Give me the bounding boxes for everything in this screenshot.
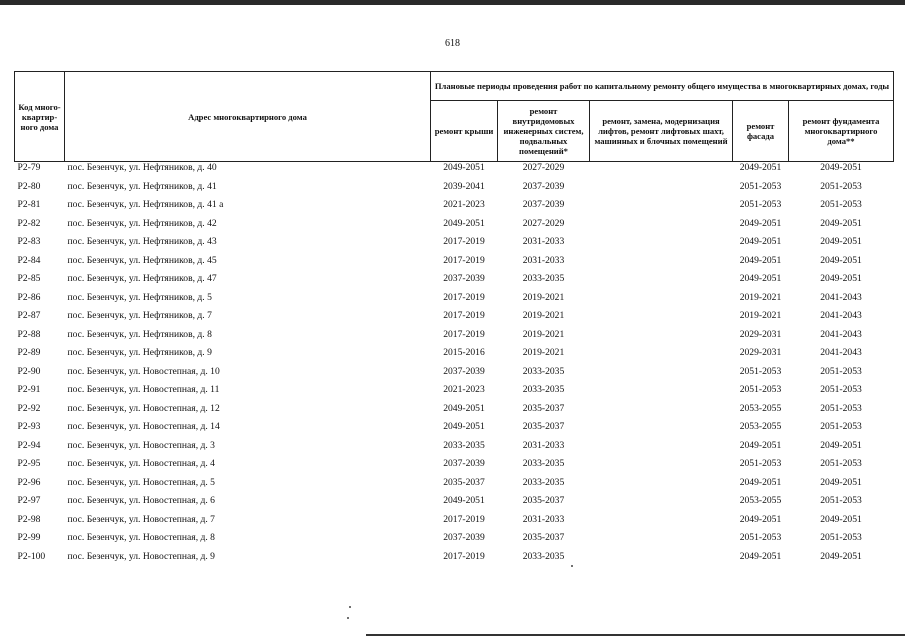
header-facade: ремонт фасада [733, 101, 789, 162]
cell-address: пос. Безенчук, ул. Нефтяников, д. 41 [67, 180, 217, 192]
table-row [15, 495, 894, 514]
cell-foundation: 2051-2053 [820, 365, 862, 377]
cell-systems: 2027-2029 [522, 217, 565, 229]
cell-roof: 2049-2051 [443, 402, 485, 414]
cell-systems: 2033-2035 [522, 458, 565, 469]
cell-systems: 2031-2033 [522, 513, 565, 525]
cell-code: Р2-93 [17, 421, 41, 432]
cell-facade: 2051-2053 [739, 532, 782, 543]
cell-systems: 2033-2035 [522, 384, 565, 395]
cell-roof: 2017-2019 [443, 310, 485, 321]
cell-systems: 2031-2033 [522, 439, 565, 451]
cell-address: пос. Безенчук, ул. Нефтяников, д. 7 [67, 310, 212, 321]
cell-address: пос. Безенчук, ул. Нефтяников, д. 45 [67, 254, 217, 266]
cell-facade: 2049-2051 [739, 550, 782, 562]
cell-foundation: 2041-2043 [820, 291, 862, 303]
cell-elevators [590, 329, 733, 348]
cell-facade: 2019-2021 [739, 310, 782, 321]
table-body [15, 162, 894, 570]
header-roof: ремонт крыши [431, 101, 498, 162]
header-elevators: ремонт, замена, модернизация лифтов, ремонт лифтовых шахт, машинных и блочных помещений [590, 101, 733, 162]
cell-facade: 2049-2051 [739, 254, 782, 266]
cell-facade: 2029-2031 [739, 328, 782, 340]
cell-code: Р2-92 [17, 402, 41, 414]
cell-address: пос. Безенчук, ул. Новостепная, д. 11 [67, 384, 220, 395]
cell-elevators [590, 181, 733, 200]
page-number: 618 [445, 38, 460, 49]
table-row [15, 162, 894, 181]
header-systems: ремонт внутридомовых инженерных систем, подвальных помещений* [498, 101, 590, 162]
cell-address: пос. Безенчук, ул. Новостепная, д. 14 [67, 421, 220, 432]
cell-elevators [590, 273, 733, 292]
cell-foundation: 2049-2051 [820, 273, 862, 284]
cell-facade: 2049-2051 [739, 217, 782, 229]
scan-top-edge [0, 0, 905, 5]
cell-foundation: 2041-2043 [820, 328, 862, 340]
cell-address: пос. Безенчук, ул. Новостепная, д. 9 [67, 550, 215, 562]
cell-roof: 2039-2041 [443, 180, 485, 192]
table-row [15, 421, 894, 440]
cell-foundation: 2051-2053 [820, 384, 862, 395]
cell-elevators [590, 477, 733, 496]
cell-foundation: 2051-2053 [820, 458, 862, 469]
cell-systems: 2035-2037 [522, 532, 565, 543]
cell-code: Р2-94 [17, 439, 41, 451]
cell-facade: 2051-2053 [739, 199, 782, 210]
cell-code: Р2-90 [17, 365, 41, 377]
table-row [15, 181, 894, 200]
cell-foundation: 2049-2051 [820, 236, 862, 247]
table-row [15, 384, 894, 403]
cell-elevators [590, 440, 733, 459]
cell-foundation: 2049-2051 [820, 439, 862, 451]
cell-roof: 2037-2039 [443, 365, 485, 377]
cell-foundation: 2041-2043 [820, 310, 862, 321]
repair-schedule-table [14, 71, 894, 569]
cell-roof: 2017-2019 [443, 550, 485, 562]
cell-foundation: 2051-2053 [820, 495, 862, 506]
cell-address: пос. Безенчук, ул. Нефтяников, д. 42 [67, 217, 217, 229]
cell-code: Р2-98 [17, 513, 41, 525]
cell-code: Р2-79 [17, 162, 41, 173]
scan-bottom-edge [366, 634, 905, 636]
cell-facade: 2049-2051 [739, 236, 782, 247]
cell-address: пос. Безенчук, ул. Новостепная, д. 12 [67, 402, 220, 414]
scan-speck [571, 565, 573, 567]
cell-roof: 2017-2019 [443, 291, 485, 303]
cell-roof: 2017-2019 [443, 513, 485, 525]
cell-code: Р2-81 [17, 199, 41, 210]
cell-foundation: 2051-2053 [820, 199, 862, 210]
cell-roof: 2049-2051 [443, 495, 485, 506]
cell-systems: 2019-2021 [522, 291, 565, 303]
cell-address: пос. Безенчук, ул. Нефтяников, д. 5 [67, 291, 212, 303]
cell-address: пос. Безенчук, ул. Нефтяников, д. 8 [67, 328, 212, 340]
cell-roof: 2037-2039 [443, 273, 485, 284]
cell-facade: 2051-2053 [739, 180, 782, 192]
table-row [15, 347, 894, 366]
cell-elevators [590, 199, 733, 218]
cell-address: пос. Безенчук, ул. Новостепная, д. 6 [67, 495, 215, 506]
cell-code: Р2-87 [17, 310, 41, 321]
cell-roof: 2015-2016 [443, 347, 485, 358]
cell-systems: 2033-2035 [522, 550, 565, 562]
cell-elevators [590, 514, 733, 533]
cell-systems: 2027-2029 [522, 162, 565, 173]
cell-elevators [590, 162, 733, 181]
table-row [15, 366, 894, 385]
cell-address: пос. Безенчук, ул. Новостепная, д. 10 [67, 365, 220, 377]
table-row [15, 532, 894, 551]
table-row [15, 440, 894, 459]
cell-foundation: 2049-2051 [820, 217, 862, 229]
cell-code: Р2-82 [17, 217, 41, 229]
cell-systems: 2019-2021 [522, 328, 565, 340]
cell-facade: 2051-2053 [739, 365, 782, 377]
cell-elevators [590, 495, 733, 514]
cell-elevators [590, 384, 733, 403]
cell-facade: 2051-2053 [739, 384, 782, 395]
cell-roof: 2037-2039 [443, 458, 485, 469]
cell-elevators [590, 421, 733, 440]
cell-roof: 2017-2019 [443, 254, 485, 266]
cell-code: Р2-97 [17, 495, 41, 506]
cell-code: Р2-95 [17, 458, 41, 469]
cell-foundation: 2051-2053 [820, 180, 862, 192]
cell-foundation: 2049-2051 [820, 476, 862, 488]
cell-facade: 2049-2051 [739, 439, 782, 451]
cell-roof: 2017-2019 [443, 236, 485, 247]
cell-address: пос. Безенчук, ул. Новостепная, д. 8 [67, 532, 215, 543]
cell-systems: 2033-2035 [522, 476, 565, 488]
cell-address: пос. Безенчук, ул. Нефтяников, д. 47 [67, 273, 217, 284]
cell-roof: 2021-2023 [443, 199, 485, 210]
cell-facade: 2053-2055 [739, 421, 782, 432]
cell-systems: 2031-2033 [522, 254, 565, 266]
cell-address: пос. Безенчук, ул. Нефтяников, д. 41 а [67, 199, 224, 210]
cell-roof: 2033-2035 [443, 439, 485, 451]
cell-foundation: 2049-2051 [820, 550, 862, 562]
cell-elevators [590, 255, 733, 274]
cell-facade: 2053-2055 [739, 402, 782, 414]
cell-elevators [590, 532, 733, 551]
cell-systems: 2019-2021 [522, 347, 565, 358]
header-address: Адрес многоквартирного дома [65, 72, 431, 162]
cell-facade: 2029-2031 [739, 347, 782, 358]
cell-roof: 2017-2019 [443, 328, 485, 340]
cell-systems: 2031-2033 [522, 236, 565, 247]
cell-roof: 2049-2051 [443, 162, 485, 173]
cell-code: Р2-85 [17, 273, 41, 284]
cell-code: Р2-100 [17, 550, 46, 562]
cell-facade: 2049-2051 [739, 273, 782, 284]
cell-systems: 2033-2035 [522, 365, 565, 377]
table-row [15, 551, 894, 570]
cell-code: Р2-88 [17, 328, 41, 340]
header-periods-group: Плановые периоды проведения работ по капитальному ремонту общего имущества в многоквартирных домах, годы [431, 72, 894, 101]
table-row [15, 329, 894, 348]
cell-foundation: 2049-2051 [820, 254, 862, 266]
cell-facade: 2049-2051 [739, 162, 782, 173]
cell-code: Р2-89 [17, 347, 41, 358]
cell-code: Р2-91 [17, 384, 41, 395]
cell-address: пос. Безенчук, ул. Новостепная, д. 4 [67, 458, 215, 469]
cell-elevators [590, 458, 733, 477]
cell-systems: 2035-2037 [522, 495, 565, 506]
cell-address: пос. Безенчук, ул. Новостепная, д. 5 [67, 476, 215, 488]
cell-systems: 2035-2037 [522, 402, 565, 414]
scan-speck [349, 606, 351, 608]
cell-foundation: 2041-2043 [820, 347, 862, 358]
cell-address: пос. Безенчук, ул. Нефтяников, д. 43 [67, 236, 217, 247]
table-row [15, 236, 894, 255]
cell-foundation: 2051-2053 [820, 402, 862, 414]
cell-facade: 2051-2053 [739, 458, 782, 469]
cell-foundation: 2049-2051 [820, 513, 862, 525]
table-row [15, 199, 894, 218]
table-row [15, 514, 894, 533]
cell-foundation: 2051-2053 [820, 421, 862, 432]
header-foundation: ремонт фундамента многоквартирного дома** [789, 101, 894, 162]
cell-foundation: 2049-2051 [820, 162, 862, 173]
cell-roof: 2037-2039 [443, 532, 485, 543]
cell-facade: 2049-2051 [739, 513, 782, 525]
cell-systems: 2019-2021 [522, 310, 565, 321]
table-row [15, 403, 894, 422]
table-row [15, 255, 894, 274]
cell-elevators [590, 403, 733, 422]
cell-elevators [590, 292, 733, 311]
table-row [15, 273, 894, 292]
table-row [15, 292, 894, 311]
cell-systems: 2033-2035 [522, 273, 565, 284]
cell-code: Р2-99 [17, 532, 41, 543]
scan-speck [347, 617, 349, 619]
cell-code: Р2-86 [17, 291, 41, 303]
cell-code: Р2-80 [17, 180, 41, 192]
cell-facade: 2053-2055 [739, 495, 782, 506]
cell-address: пос. Безенчук, ул. Новостепная, д. 7 [67, 513, 215, 525]
cell-roof: 2021-2023 [443, 384, 485, 395]
cell-elevators [590, 551, 733, 570]
cell-elevators [590, 347, 733, 366]
table-row [15, 458, 894, 477]
cell-roof: 2049-2051 [443, 217, 485, 229]
cell-elevators [590, 366, 733, 385]
table-row [15, 310, 894, 329]
cell-code: Р2-96 [17, 476, 41, 488]
cell-code: Р2-83 [17, 236, 41, 247]
table-row [15, 477, 894, 496]
cell-code: Р2-84 [17, 254, 41, 266]
cell-facade: 2019-2021 [739, 291, 782, 303]
cell-elevators [590, 218, 733, 237]
cell-systems: 2037-2039 [522, 199, 565, 210]
cell-systems: 2035-2037 [522, 421, 565, 432]
table-row [15, 218, 894, 237]
cell-facade: 2049-2051 [739, 476, 782, 488]
cell-elevators [590, 236, 733, 255]
cell-roof: 2049-2051 [443, 421, 485, 432]
cell-roof: 2035-2037 [443, 476, 485, 488]
cell-elevators [590, 310, 733, 329]
cell-address: пос. Безенчук, ул. Нефтяников, д. 40 [67, 162, 217, 173]
cell-address: пос. Безенчук, ул. Новостепная, д. 3 [67, 439, 215, 451]
cell-systems: 2037-2039 [522, 180, 565, 192]
header-code: Код много-квартир-ного дома [15, 72, 65, 162]
cell-address: пос. Безенчук, ул. Нефтяников, д. 9 [67, 347, 212, 358]
cell-foundation: 2051-2053 [820, 532, 862, 543]
